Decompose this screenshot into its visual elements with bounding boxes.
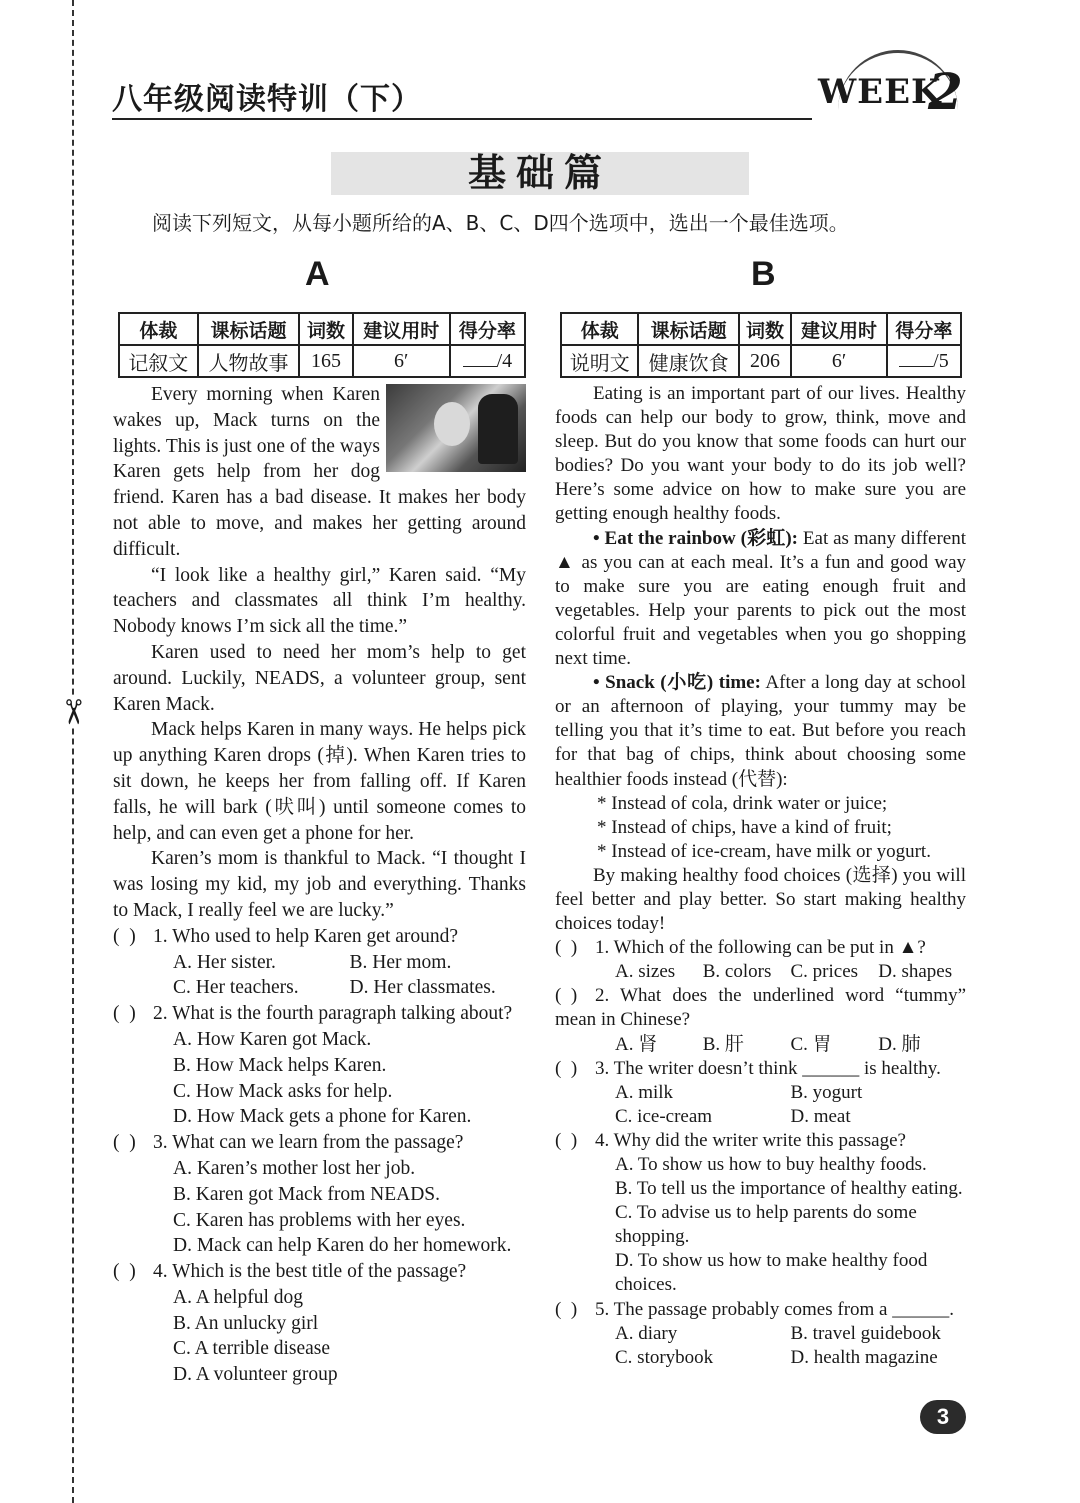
option[interactable]: D. To show us how to make healthy food choices.	[615, 1250, 928, 1296]
option[interactable]: C. To advise us to help parents do some shopping.	[615, 1202, 917, 1248]
option[interactable]: A. Karen’s mother lost her job.	[173, 1157, 416, 1179]
passage-b-info-table	[560, 312, 962, 378]
passage-b-bullet-2: • Snack (小吃) time: After a long day at school or an afternoon of playing, your tummy may be telling you that it’s time to eat. But before you reach for that bag of chips, think about choosing some healthier foods instead (代替):	[555, 672, 966, 790]
star-item: * Instead of chips, have a kind of fruit;	[597, 816, 892, 838]
option[interactable]: A. sizes	[615, 961, 676, 983]
question-stem: 4. Which is the best title of the passage?	[153, 1261, 467, 1283]
passage-a-paragraph: Every morning when Karen wakes up, Mack turns on the lights. This is just one of the ways Karen gets help from her dog friend. Karen has a bad disease. It makes her body not able to move, and makes her getting around difficult.	[113, 384, 526, 560]
passage-a-paragraph: Karen’s mom is thankful to Mack. “I thought I was losing my kid, my job and everything. Thanks to Mack, I really feel we are lucky.”	[113, 848, 526, 921]
passage-a-paragraph: “I look like a healthy girl,” Karen said. “My teachers and classmates all think I’m healthy. Nobody knows I’m sick all the time.”	[113, 564, 526, 638]
option[interactable]: C. prices	[790, 961, 859, 983]
option[interactable]: C. storybook	[615, 1346, 714, 1368]
page-number: 3	[920, 1400, 966, 1434]
passage-a-info-table	[118, 312, 526, 378]
table-cell-genre: 说明文	[561, 345, 638, 377]
table-cell-score: /4	[450, 345, 525, 377]
table-cell-time: 6′	[791, 345, 887, 377]
table-header: 课标话题	[198, 313, 300, 345]
passage-a-paragraph: Karen used to need her mom’s help to get around. Luckily, NEADS, a volunteer group, sent Karen Mack.	[113, 641, 526, 715]
passage-b-question-1	[555, 936, 966, 984]
cut-line	[72, 0, 74, 1503]
table-cell-topic: 人物故事	[198, 345, 300, 377]
option[interactable]: C. A terrible disease	[173, 1338, 331, 1360]
table-cell-score: /5	[887, 345, 961, 377]
passage-b-bullet-1: • Eat the rainbow (彩虹): Eat as many different ▲ as you can at each meal. It’s a fun and good way to make sure you are eating enough fruit and vegetables. Help your parents to pick out the most colorful fruit and vegetables when you go shopping next time.	[555, 527, 966, 670]
option[interactable]: D. health magazine	[790, 1346, 938, 1368]
answer-bracket[interactable]: ( )	[555, 937, 578, 959]
header-divider	[112, 118, 812, 120]
answer-bracket[interactable]: ( )	[113, 1261, 136, 1283]
scissors-icon: ✂	[52, 697, 93, 727]
option[interactable]: A. 肾	[615, 1033, 658, 1055]
star-item: * Instead of cola, drink water or juice;	[597, 792, 888, 814]
passage-b-question-5	[555, 1298, 966, 1370]
answer-bracket[interactable]: ( )	[113, 925, 136, 947]
option[interactable]: B. colors	[702, 961, 772, 983]
week-number: 2	[928, 62, 963, 121]
table-header: 体裁	[119, 313, 198, 345]
option[interactable]: D. Her classmates.	[349, 977, 496, 999]
question-stem: 2. What is the fourth paragraph talking about?	[153, 1003, 513, 1025]
table-cell-words: 165	[299, 345, 352, 377]
option[interactable]: D. Mack can help Karen do her homework.	[173, 1235, 512, 1257]
option[interactable]: D. A volunteer group	[173, 1364, 338, 1386]
option[interactable]: B. Karen got Mack from NEADS.	[173, 1183, 440, 1205]
table-header: 得分率	[887, 313, 961, 345]
passage-a-question-4	[113, 1259, 526, 1388]
passage-a-question-3	[113, 1130, 526, 1259]
option[interactable]: D. 肺	[878, 1033, 921, 1055]
option[interactable]: B. How Mack helps Karen.	[173, 1054, 387, 1076]
option[interactable]: C. How Mack asks for help.	[173, 1080, 393, 1102]
instructions: 阅读下列短文，从每小题所给的A、B、C、D四个选项中，选出一个最佳选项。	[152, 211, 849, 235]
girl-face-shape	[434, 402, 470, 446]
passage-a-paragraph: Mack helps Karen in many ways. He helps pick up anything Karen drops (掉). When Karen tries to sit down, he keeps her from falling off. If Karen falls, he will bark (吠叫) until someone comes to help, and can even get a phone for her.	[113, 719, 526, 844]
question-stem: 1. Who used to help Karen get around?	[153, 925, 459, 947]
option[interactable]: D. meat	[790, 1105, 851, 1127]
passage-b-question-4	[555, 1129, 966, 1298]
passage-b-letter: B	[751, 255, 776, 293]
table-cell-topic: 健康饮食	[638, 345, 738, 377]
question-stem: 1. Which of the following can be put in ▲?	[595, 937, 926, 959]
question-stem: 5. The passage probably comes from a ______.	[595, 1298, 954, 1320]
table-header: 体裁	[561, 313, 638, 345]
table-header: 词数	[299, 313, 352, 345]
option[interactable]: C. Her teachers.	[173, 977, 299, 999]
answer-bracket[interactable]: ( )	[555, 1057, 578, 1079]
option[interactable]: A. milk	[615, 1081, 674, 1103]
option[interactable]: B. yogurt	[790, 1081, 863, 1103]
passage-b-question-2	[555, 984, 966, 1056]
answer-bracket[interactable]: ( )	[113, 1003, 136, 1025]
week-label: WEEK	[818, 72, 942, 112]
option[interactable]: C. ice-cream	[615, 1105, 713, 1127]
table-cell-genre: 记叙文	[119, 345, 198, 377]
table-cell-words: 206	[739, 345, 791, 377]
question-stem: 3. The writer doesn’t think ______ is healthy.	[595, 1057, 941, 1079]
option[interactable]: D. How Mack gets a phone for Karen.	[173, 1106, 472, 1128]
answer-bracket[interactable]: ( )	[113, 1132, 136, 1154]
option[interactable]: B. 肝	[702, 1033, 744, 1055]
passage-a-column	[113, 382, 526, 1388]
dog-shape	[478, 394, 518, 464]
option[interactable]: C. Karen has problems with her eyes.	[173, 1209, 466, 1231]
option[interactable]: A. Her sister.	[173, 951, 276, 973]
option[interactable]: A. diary	[615, 1322, 678, 1344]
table-cell-time: 6′	[353, 345, 450, 377]
answer-bracket[interactable]: ( )	[555, 1129, 578, 1151]
passage-a-letter: A	[305, 255, 330, 293]
question-stem: 2. What does the underlined word “tummy” mean in Chinese?	[555, 985, 966, 1031]
option[interactable]: B. An unlucky girl	[173, 1312, 319, 1334]
book-title: 八年级阅读特训（下）	[112, 82, 422, 117]
option[interactable]: C. 胃	[790, 1033, 832, 1055]
option[interactable]: B. To tell us the importance of healthy eating.	[615, 1178, 963, 1200]
table-header: 建议用时	[353, 313, 450, 345]
section-title: 基础篇	[331, 152, 749, 195]
option[interactable]: B. travel guidebook	[790, 1322, 941, 1344]
passage-b-intro: Eating is an important part of our lives. Healthy foods can help our body to grow, think, move and sleep. But do you know that some foods can hurt our bodies? Do you want your body to do its job well? Here’s some advice on how to make sure you are getting enough healthy foods.	[555, 383, 966, 525]
question-stem: 4. Why did the writer write this passage?	[595, 1129, 906, 1151]
table-header: 词数	[739, 313, 791, 345]
passage-a-question-2	[113, 1001, 526, 1130]
option[interactable]: D. shapes	[878, 961, 953, 983]
passage-a-question-1	[113, 924, 526, 1001]
answer-bracket[interactable]: ( )	[555, 985, 578, 1007]
star-item: * Instead of ice-cream, have milk or yogurt.	[597, 840, 931, 862]
question-stem: 3. What can we learn from the passage?	[153, 1132, 464, 1154]
passage-b-closing: By making healthy food choices (选择) you will feel better and play better. So start making healthy choices today!	[555, 864, 966, 935]
passage-b-column	[555, 382, 966, 1370]
option[interactable]: A. To show us how to buy healthy foods.	[615, 1154, 927, 1175]
passage-b-question-3	[555, 1057, 966, 1129]
option[interactable]: A. How Karen got Mack.	[173, 1028, 372, 1050]
karen-and-dog-photo	[386, 384, 526, 472]
table-header: 建议用时	[791, 313, 887, 345]
table-header: 得分率	[450, 313, 525, 345]
option[interactable]: A. A helpful dog	[173, 1286, 303, 1308]
answer-bracket[interactable]: ( )	[555, 1298, 578, 1320]
table-header: 课标话题	[638, 313, 738, 345]
option[interactable]: B. Her mom.	[349, 951, 452, 973]
